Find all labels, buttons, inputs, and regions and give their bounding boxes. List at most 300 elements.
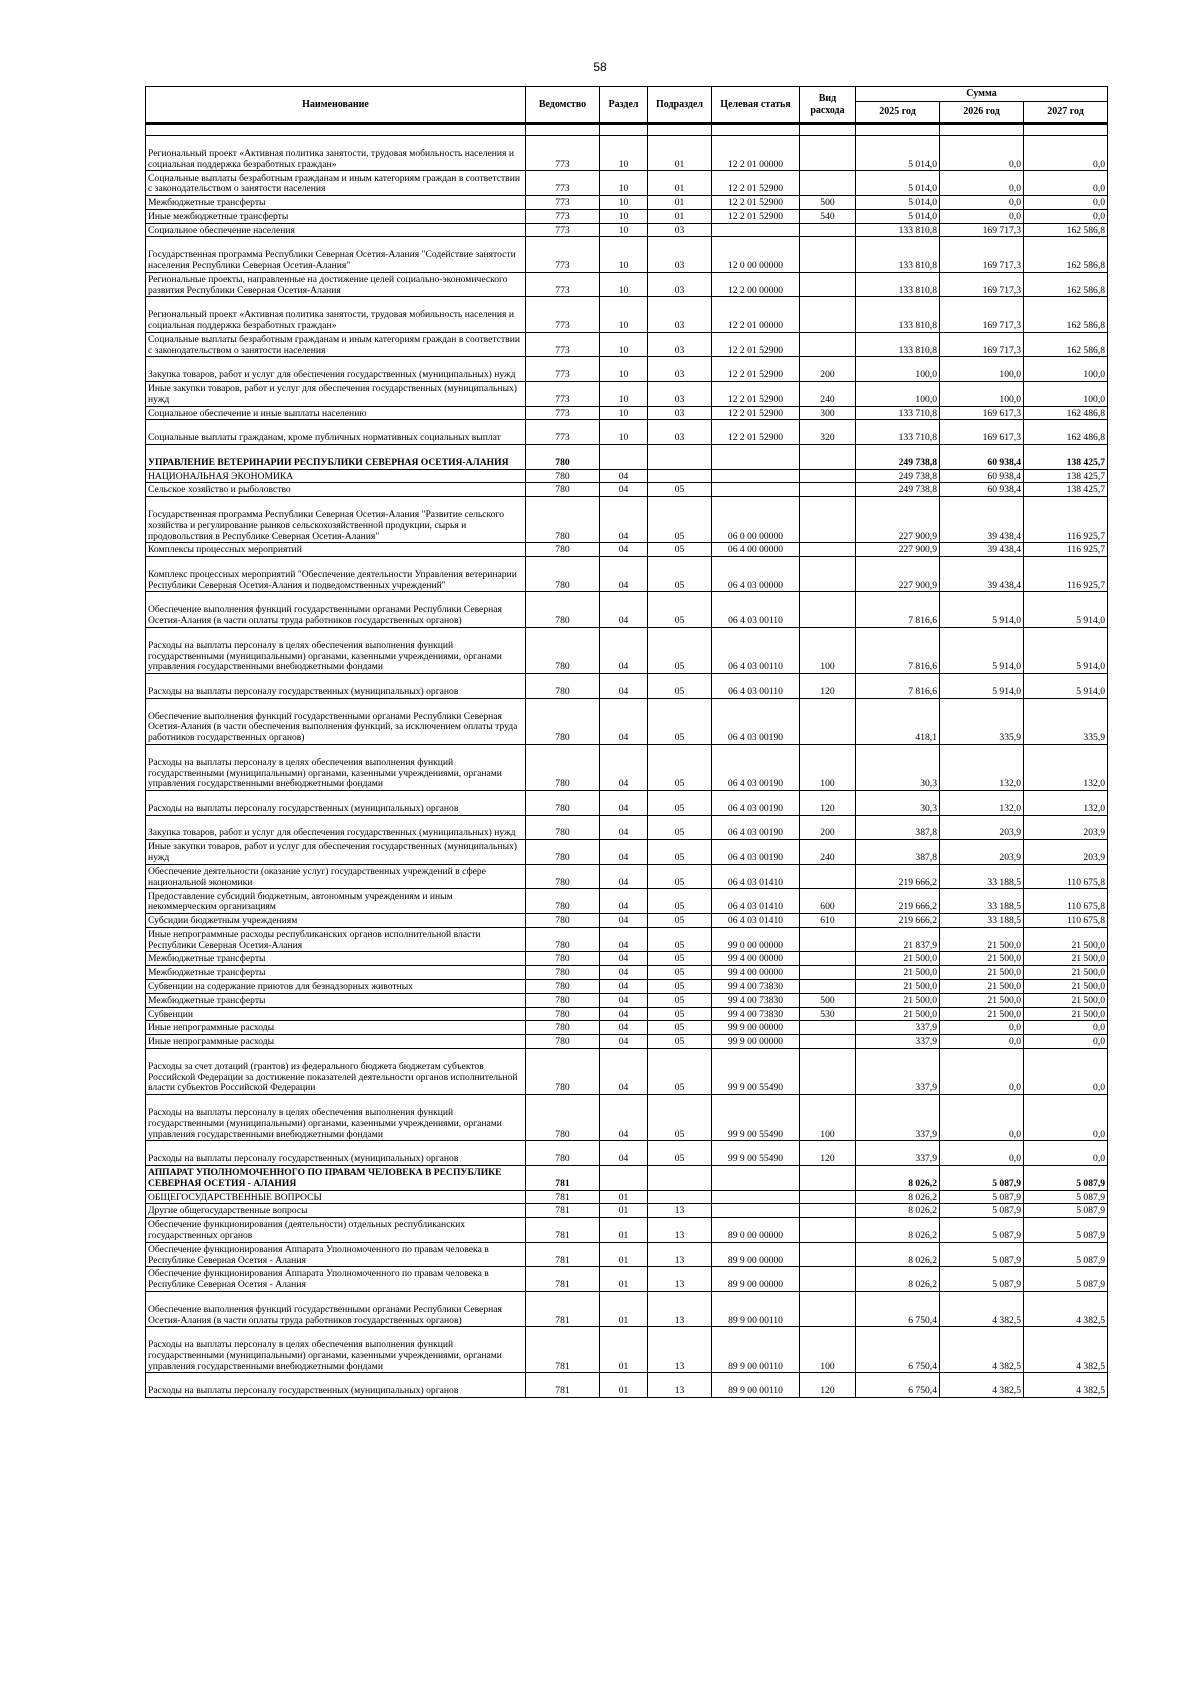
table-row — [146, 627, 1108, 673]
cell-sum-2025: 337,9 — [856, 1048, 940, 1094]
cell-name: Обеспечение функционирования Аппарата Уполномоченного по правам человека в Республике Северная Осетия - Алания — [146, 1242, 526, 1267]
cell-podrazdel: 13 — [648, 1242, 712, 1267]
cell-vid-rashoda: 540 — [800, 209, 856, 223]
table-row — [146, 557, 1108, 592]
cell-celevaya-statya: 06 4 03 00190 — [712, 698, 800, 744]
cell-podrazdel: 13 — [648, 1204, 712, 1218]
cell-podrazdel: 13 — [648, 1291, 712, 1326]
cell-razdel: 01 — [600, 1190, 648, 1204]
table-row — [146, 864, 1108, 889]
cell-vid-rashoda: 530 — [800, 1007, 856, 1021]
cell-name: Обеспечение выполнения функций государственными органами Республики Северная Осетия-Алания (в части оплаты труда работников государственных органов) — [146, 592, 526, 627]
cell-sum-2026: 60 938,4 — [940, 444, 1024, 469]
cell-celevaya-statya: 99 0 00 00000 — [712, 927, 800, 952]
cell-celevaya-statya: 12 2 01 52900 — [712, 171, 800, 196]
cell-sum-2025: 7 816,6 — [856, 674, 940, 699]
cell-podrazdel: 05 — [648, 1021, 712, 1035]
cell-podrazdel: 05 — [648, 791, 712, 816]
cell-celevaya-statya: 06 4 03 01410 — [712, 914, 800, 928]
cell-razdel — [600, 1165, 648, 1190]
cell-podrazdel: 05 — [648, 674, 712, 699]
cell-sum-2026: 5 914,0 — [940, 627, 1024, 673]
cell-vedomstvo: 780 — [526, 927, 600, 952]
cell-razdel: 10 — [600, 357, 648, 382]
cell-celevaya-statya — [712, 469, 800, 483]
cell-name: Иные межбюджетные трансферты — [146, 209, 526, 223]
cell-name: Региональный проект «Активная политика занятости, трудовая мобильность населения и социальная поддержка безработных граждан» — [146, 136, 526, 171]
cell-sum-2025: 7 816,6 — [856, 592, 940, 627]
cell-name: Социальные выплаты безработным гражданам и иным категориям граждан в соответствии с законодательством о занятости населения — [146, 332, 526, 357]
cell-sum-2025: 5 014,0 — [856, 136, 940, 171]
cell-vid-rashoda — [800, 497, 856, 543]
cell-sum-2027: 21 500,0 — [1024, 927, 1108, 952]
cell-sum-2027: 116 925,7 — [1024, 497, 1108, 543]
cell-vid-rashoda — [800, 592, 856, 627]
cell-celevaya-statya: 99 9 00 00000 — [712, 1035, 800, 1049]
cell-celevaya-statya: 06 4 03 00190 — [712, 791, 800, 816]
cell-sum-2027: 138 425,7 — [1024, 469, 1108, 483]
cell-vid-rashoda — [800, 1190, 856, 1204]
table-row — [146, 1373, 1108, 1398]
cell-sum-2027: 162 486,8 — [1024, 406, 1108, 420]
cell-sum-2027: 0,0 — [1024, 1021, 1108, 1035]
cell-sum-2025: 133 810,8 — [856, 272, 940, 297]
cell-sum-2026: 169 617,3 — [940, 406, 1024, 420]
cell-sum-2026: 100,0 — [940, 381, 1024, 406]
cell-name: НАЦИОНАЛЬНАЯ ЭКОНОМИКА — [146, 469, 526, 483]
cell-vid-rashoda: 120 — [800, 674, 856, 699]
cell-vid-rashoda: 100 — [800, 1095, 856, 1141]
cell-sum-2026: 100,0 — [940, 357, 1024, 382]
cell-razdel: 04 — [600, 592, 648, 627]
cell-podrazdel: 05 — [648, 1048, 712, 1094]
cell-sum-2026: 21 500,0 — [940, 927, 1024, 952]
cell-razdel: 04 — [600, 864, 648, 889]
cell-razdel: 04 — [600, 698, 648, 744]
cell-name: Социальное обеспечение населения — [146, 223, 526, 237]
cell-sum-2027: 0,0 — [1024, 1141, 1108, 1166]
cell-vedomstvo: 773 — [526, 209, 600, 223]
cell-sum-2026: 0,0 — [940, 195, 1024, 209]
cell-sum-2026: 5 087,9 — [940, 1204, 1024, 1218]
cell-sum-2026: 60 938,4 — [940, 469, 1024, 483]
cell-razdel: 04 — [600, 1007, 648, 1021]
table-row — [146, 1007, 1108, 1021]
cell-name: Социальное обеспечение и иные выплаты населению — [146, 406, 526, 420]
cell-podrazdel: 05 — [648, 557, 712, 592]
cell-vedomstvo: 773 — [526, 420, 600, 445]
cell-razdel: 04 — [600, 952, 648, 966]
table-row — [146, 840, 1108, 865]
cell-name: Субсидии бюджетным учреждениям — [146, 914, 526, 928]
cell-vid-rashoda — [800, 171, 856, 196]
cell-vedomstvo: 780 — [526, 557, 600, 592]
cell-podrazdel: 03 — [648, 272, 712, 297]
cell-vid-rashoda: 120 — [800, 1141, 856, 1166]
cell-vedomstvo: 780 — [526, 979, 600, 993]
cell-sum-2025: 249 738,8 — [856, 469, 940, 483]
cell-sum-2027: 162 486,8 — [1024, 420, 1108, 445]
cell-sum-2027: 138 425,7 — [1024, 483, 1108, 497]
cell-podrazdel: 05 — [648, 952, 712, 966]
cell-sum-2026: 5 087,9 — [940, 1190, 1024, 1204]
cell-sum-2027: 4 382,5 — [1024, 1291, 1108, 1326]
cell-name: АППАРАТ УПОЛНОМОЧЕННОГО ПО ПРАВАМ ЧЕЛОВЕКА В РЕСПУБЛИКЕ СЕВЕРНАЯ ОСЕТИЯ - АЛАНИЯ — [146, 1165, 526, 1190]
cell-vid-rashoda: 120 — [800, 1373, 856, 1398]
cell-razdel: 04 — [600, 674, 648, 699]
cell-vedomstvo: 780 — [526, 840, 600, 865]
cell-podrazdel: 05 — [648, 864, 712, 889]
table-row — [146, 209, 1108, 223]
header-year-2025: 2025 год — [856, 102, 940, 124]
cell-sum-2025: 6 750,4 — [856, 1373, 940, 1398]
cell-podrazdel: 05 — [648, 744, 712, 790]
table-row — [146, 914, 1108, 928]
cell-sum-2025: 219 666,2 — [856, 889, 940, 914]
cell-sum-2026: 21 500,0 — [940, 966, 1024, 980]
cell-sum-2027: 5 914,0 — [1024, 592, 1108, 627]
cell-celevaya-statya: 89 0 00 00000 — [712, 1218, 800, 1243]
cell-sum-2027: 5 087,9 — [1024, 1267, 1108, 1292]
cell-sum-2026: 169 717,3 — [940, 272, 1024, 297]
cell-sum-2026: 5 087,9 — [940, 1267, 1024, 1292]
cell-vid-rashoda — [800, 698, 856, 744]
cell-celevaya-statya: 06 4 03 01410 — [712, 864, 800, 889]
cell-celevaya-statya: 99 4 00 73830 — [712, 1007, 800, 1021]
cell-sum-2027: 100,0 — [1024, 381, 1108, 406]
cell-name: Иные закупки товаров, работ и услуг для обеспечения государственных (муниципальных) нужд — [146, 840, 526, 865]
cell-sum-2026: 21 500,0 — [940, 993, 1024, 1007]
header-celevaya-statya: Целевая статья — [712, 87, 800, 124]
cell-celevaya-statya: 89 9 00 00110 — [712, 1291, 800, 1326]
cell-sum-2025: 8 026,2 — [856, 1218, 940, 1243]
cell-sum-2026: 39 438,4 — [940, 557, 1024, 592]
cell-celevaya-statya: 12 2 01 00000 — [712, 136, 800, 171]
cell-razdel: 04 — [600, 927, 648, 952]
header-year-2026: 2026 год — [940, 102, 1024, 124]
cell-podrazdel — [648, 1165, 712, 1190]
cell-vid-rashoda — [800, 1035, 856, 1049]
cell-podrazdel: 01 — [648, 195, 712, 209]
table-row — [146, 698, 1108, 744]
cell-vid-rashoda — [800, 979, 856, 993]
cell-podrazdel: 03 — [648, 223, 712, 237]
cell-vedomstvo: 780 — [526, 1021, 600, 1035]
cell-sum-2026: 21 500,0 — [940, 1007, 1024, 1021]
cell-vedomstvo: 780 — [526, 698, 600, 744]
page-number: 58 — [593, 60, 607, 74]
cell-razdel: 10 — [600, 332, 648, 357]
cell-razdel: 01 — [600, 1242, 648, 1267]
cell-razdel: 10 — [600, 406, 648, 420]
cell-celevaya-statya: 89 9 00 00000 — [712, 1242, 800, 1267]
cell-vedomstvo: 780 — [526, 993, 600, 1007]
cell-sum-2025: 337,9 — [856, 1035, 940, 1049]
cell-vid-rashoda — [800, 444, 856, 469]
cell-name: Сельское хозяйство и рыболовство — [146, 483, 526, 497]
cell-celevaya-statya — [712, 1165, 800, 1190]
cell-sum-2026: 0,0 — [940, 171, 1024, 196]
cell-sum-2025: 6 750,4 — [856, 1291, 940, 1326]
table-row — [146, 297, 1108, 332]
cell-vedomstvo: 780 — [526, 864, 600, 889]
table-row — [146, 1035, 1108, 1049]
cell-sum-2025: 8 026,2 — [856, 1267, 940, 1292]
cell-podrazdel: 05 — [648, 592, 712, 627]
cell-name: ОБЩЕГОСУДАРСТВЕННЫЕ ВОПРОСЫ — [146, 1190, 526, 1204]
cell-razdel: 10 — [600, 420, 648, 445]
cell-sum-2027: 4 382,5 — [1024, 1373, 1108, 1398]
cell-name: Межбюджетные трансферты — [146, 966, 526, 980]
cell-vid-rashoda — [800, 927, 856, 952]
cell-celevaya-statya: 06 4 03 00110 — [712, 674, 800, 699]
cell-razdel: 04 — [600, 1048, 648, 1094]
cell-razdel: 10 — [600, 136, 648, 171]
cell-vid-rashoda: 300 — [800, 406, 856, 420]
cell-celevaya-statya — [712, 223, 800, 237]
cell-razdel: 10 — [600, 237, 648, 272]
cell-name: Межбюджетные трансферты — [146, 993, 526, 1007]
cell-sum-2027: 21 500,0 — [1024, 1007, 1108, 1021]
cell-sum-2026: 0,0 — [940, 1048, 1024, 1094]
spacer-cell — [712, 124, 800, 136]
cell-sum-2027: 0,0 — [1024, 1035, 1108, 1049]
table-row — [146, 136, 1108, 171]
cell-vid-rashoda — [800, 469, 856, 483]
cell-podrazdel: 05 — [648, 1095, 712, 1141]
cell-razdel: 04 — [600, 1095, 648, 1141]
cell-sum-2027: 162 586,8 — [1024, 237, 1108, 272]
cell-celevaya-statya: 06 4 00 00000 — [712, 543, 800, 557]
cell-vedomstvo: 780 — [526, 952, 600, 966]
cell-razdel: 04 — [600, 889, 648, 914]
cell-razdel: 04 — [600, 1141, 648, 1166]
cell-sum-2025: 21 500,0 — [856, 966, 940, 980]
cell-vedomstvo: 773 — [526, 381, 600, 406]
table-row — [146, 223, 1108, 237]
cell-podrazdel: 05 — [648, 815, 712, 840]
cell-sum-2027: 4 382,5 — [1024, 1327, 1108, 1373]
cell-name: Закупка товаров, работ и услуг для обеспечения государственных (муниципальных) нужд — [146, 815, 526, 840]
table-row — [146, 497, 1108, 543]
cell-razdel: 04 — [600, 993, 648, 1007]
cell-vedomstvo: 781 — [526, 1267, 600, 1292]
cell-name: Расходы на выплаты персоналу в целях обеспечения выполнения функций государственными (муниципальными) органами, казенными учреждениями, органами управления государственными внебюджетными фондами — [146, 744, 526, 790]
cell-vedomstvo: 781 — [526, 1204, 600, 1218]
cell-sum-2025: 6 750,4 — [856, 1327, 940, 1373]
cell-vedomstvo: 781 — [526, 1218, 600, 1243]
cell-celevaya-statya: 12 2 01 52900 — [712, 195, 800, 209]
cell-vid-rashoda — [800, 223, 856, 237]
cell-vid-rashoda: 600 — [800, 889, 856, 914]
cell-celevaya-statya: 06 4 03 00190 — [712, 744, 800, 790]
header-spacer-row — [146, 124, 1108, 136]
cell-sum-2026: 5 087,9 — [940, 1165, 1024, 1190]
cell-sum-2027: 162 586,8 — [1024, 297, 1108, 332]
cell-sum-2026: 39 438,4 — [940, 497, 1024, 543]
cell-name: Расходы на выплаты персоналу государственных (муниципальных) органов — [146, 1141, 526, 1166]
cell-celevaya-statya: 89 9 00 00110 — [712, 1373, 800, 1398]
cell-name: Иные закупки товаров, работ и услуг для обеспечения государственных (муниципальных) нужд — [146, 381, 526, 406]
cell-sum-2027: 0,0 — [1024, 171, 1108, 196]
table-row — [146, 1267, 1108, 1292]
cell-sum-2025: 5 014,0 — [856, 171, 940, 196]
cell-podrazdel: 03 — [648, 357, 712, 382]
cell-sum-2025: 5 014,0 — [856, 195, 940, 209]
cell-vedomstvo: 781 — [526, 1165, 600, 1190]
table-row — [146, 966, 1108, 980]
cell-podrazdel: 03 — [648, 297, 712, 332]
cell-razdel: 04 — [600, 840, 648, 865]
cell-sum-2025: 219 666,2 — [856, 914, 940, 928]
cell-celevaya-statya — [712, 444, 800, 469]
cell-sum-2026: 4 382,5 — [940, 1327, 1024, 1373]
cell-sum-2027: 21 500,0 — [1024, 952, 1108, 966]
cell-sum-2025: 21 500,0 — [856, 1007, 940, 1021]
cell-celevaya-statya: 99 4 00 73830 — [712, 979, 800, 993]
cell-podrazdel: 05 — [648, 627, 712, 673]
cell-sum-2026: 0,0 — [940, 1141, 1024, 1166]
cell-celevaya-statya: 99 4 00 00000 — [712, 952, 800, 966]
cell-podrazdel: 05 — [648, 1035, 712, 1049]
cell-name: Иные непрограммные расходы — [146, 1035, 526, 1049]
cell-celevaya-statya: 12 2 01 52900 — [712, 406, 800, 420]
cell-sum-2027: 335,9 — [1024, 698, 1108, 744]
cell-sum-2027: 5 914,0 — [1024, 627, 1108, 673]
cell-razdel: 04 — [600, 543, 648, 557]
cell-vid-rashoda: 240 — [800, 381, 856, 406]
cell-sum-2026: 5 914,0 — [940, 592, 1024, 627]
cell-celevaya-statya: 06 4 03 00110 — [712, 627, 800, 673]
table-row — [146, 927, 1108, 952]
cell-sum-2025: 133 710,8 — [856, 406, 940, 420]
table-row — [146, 543, 1108, 557]
cell-podrazdel: 05 — [648, 1141, 712, 1166]
cell-sum-2027: 110 675,8 — [1024, 914, 1108, 928]
cell-podrazdel: 13 — [648, 1267, 712, 1292]
cell-name: Иные непрограммные расходы республиканских органов исполнительной власти Республики Северная Осетия-Алания — [146, 927, 526, 952]
cell-sum-2027: 162 586,8 — [1024, 272, 1108, 297]
cell-razdel: 04 — [600, 1021, 648, 1035]
cell-name: Обеспечение функционирования Аппарата Уполномоченного по правам человека в Республике Северная Осетия - Алания — [146, 1267, 526, 1292]
cell-name: Расходы на выплаты персоналу государственных (муниципальных) органов — [146, 674, 526, 699]
cell-vedomstvo: 780 — [526, 966, 600, 980]
cell-name: УПРАВЛЕНИЕ ВЕТЕРИНАРИИ РЕСПУБЛИКИ СЕВЕРНАЯ ОСЕТИЯ-АЛАНИЯ — [146, 444, 526, 469]
cell-vid-rashoda — [800, 332, 856, 357]
cell-sum-2027: 203,9 — [1024, 815, 1108, 840]
cell-razdel: 04 — [600, 791, 648, 816]
spacer-cell — [146, 124, 526, 136]
cell-name: Межбюджетные трансферты — [146, 952, 526, 966]
cell-name: Расходы на выплаты персоналу в целях обеспечения выполнения функций государственными (муниципальными) органами, казенными учреждениями, органами управления государственными внебюджетными фондами — [146, 1327, 526, 1373]
cell-vid-rashoda — [800, 1165, 856, 1190]
header-vedomstvo: Ведомство — [526, 87, 600, 124]
cell-sum-2025: 8 026,2 — [856, 1190, 940, 1204]
cell-name: Обеспечение деятельности (оказание услуг) государственных учреждений в сфере национальной экономики — [146, 864, 526, 889]
cell-podrazdel: 05 — [648, 483, 712, 497]
cell-name: Иные непрограммные расходы — [146, 1021, 526, 1035]
table-row — [146, 272, 1108, 297]
cell-sum-2026: 169 717,3 — [940, 223, 1024, 237]
table-row — [146, 889, 1108, 914]
cell-vid-rashoda: 120 — [800, 791, 856, 816]
cell-sum-2026: 0,0 — [940, 1035, 1024, 1049]
cell-vedomstvo: 781 — [526, 1373, 600, 1398]
cell-razdel: 04 — [600, 914, 648, 928]
cell-celevaya-statya: 12 2 01 00000 — [712, 297, 800, 332]
cell-razdel: 10 — [600, 223, 648, 237]
cell-podrazdel: 05 — [648, 840, 712, 865]
cell-sum-2025: 30,3 — [856, 791, 940, 816]
cell-razdel: 04 — [600, 815, 648, 840]
table-row — [146, 674, 1108, 699]
table-row — [146, 815, 1108, 840]
cell-sum-2026: 0,0 — [940, 136, 1024, 171]
cell-name: Обеспечение выполнения функций государственными органами Республики Северная Осетия-Алания (в части оплаты труда работников государственных органов) — [146, 1291, 526, 1326]
cell-vedomstvo: 780 — [526, 469, 600, 483]
table-row — [146, 979, 1108, 993]
cell-sum-2026: 203,9 — [940, 815, 1024, 840]
cell-celevaya-statya: 89 9 00 00110 — [712, 1327, 800, 1373]
table-row — [146, 1291, 1108, 1326]
spacer-cell — [856, 124, 940, 136]
cell-celevaya-statya: 99 9 00 55490 — [712, 1048, 800, 1094]
cell-name: Государственная программа Республики Северная Осетия-Алания "Развитие сельского хозяйства и регулирование рынков сельскохозяйственной продукции, сырья и продовольствия в Республике Северная Осетия-Алания" — [146, 497, 526, 543]
cell-name: Социальные выплаты безработным гражданам и иным категориям граждан в соответствии с законодательством о занятости населения — [146, 171, 526, 196]
cell-sum-2027: 0,0 — [1024, 195, 1108, 209]
cell-vedomstvo: 780 — [526, 1007, 600, 1021]
cell-sum-2025: 8 026,2 — [856, 1204, 940, 1218]
cell-razdel: 10 — [600, 272, 648, 297]
cell-sum-2027: 21 500,0 — [1024, 966, 1108, 980]
cell-sum-2027: 0,0 — [1024, 136, 1108, 171]
cell-sum-2025: 133 710,8 — [856, 420, 940, 445]
table-row — [146, 791, 1108, 816]
cell-name: Государственная программа Республики Северная Осетия-Алания "Содействие занятости населения Республики Северная Осетия-Алания" — [146, 237, 526, 272]
cell-sum-2025: 7 816,6 — [856, 627, 940, 673]
cell-sum-2026: 4 382,5 — [940, 1291, 1024, 1326]
cell-vid-rashoda — [800, 1048, 856, 1094]
cell-sum-2025: 133 810,8 — [856, 297, 940, 332]
cell-vid-rashoda — [800, 483, 856, 497]
table-row — [146, 444, 1108, 469]
cell-vedomstvo: 773 — [526, 136, 600, 171]
cell-sum-2025: 249 738,8 — [856, 483, 940, 497]
cell-vedomstvo: 773 — [526, 357, 600, 382]
cell-sum-2026: 39 438,4 — [940, 543, 1024, 557]
header-name: Наименование — [146, 87, 526, 124]
cell-podrazdel: 05 — [648, 497, 712, 543]
cell-celevaya-statya — [712, 483, 800, 497]
cell-celevaya-statya: 12 2 01 52900 — [712, 209, 800, 223]
cell-name: Региональный проект «Активная политика занятости, трудовая мобильность населения и социальная поддержка безработных граждан» — [146, 297, 526, 332]
cell-name: Обеспечение выполнения функций государственными органами Республики Северная Осетия-Алания (в части обеспечения выполнения функций, за исключением оплаты труда работников государственных органов) — [146, 698, 526, 744]
table-row — [146, 420, 1108, 445]
cell-sum-2027: 21 500,0 — [1024, 979, 1108, 993]
cell-name: Расходы на выплаты персоналу государственных (муниципальных) органов — [146, 1373, 526, 1398]
spacer-cell — [940, 124, 1024, 136]
table-row — [146, 1048, 1108, 1094]
cell-sum-2027: 132,0 — [1024, 744, 1108, 790]
cell-podrazdel: 05 — [648, 979, 712, 993]
table-row — [146, 1204, 1108, 1218]
cell-sum-2027: 162 586,8 — [1024, 332, 1108, 357]
cell-razdel — [600, 444, 648, 469]
cell-sum-2027: 110 675,8 — [1024, 889, 1108, 914]
cell-vedomstvo: 781 — [526, 1291, 600, 1326]
cell-vedomstvo: 780 — [526, 744, 600, 790]
table-row — [146, 483, 1108, 497]
